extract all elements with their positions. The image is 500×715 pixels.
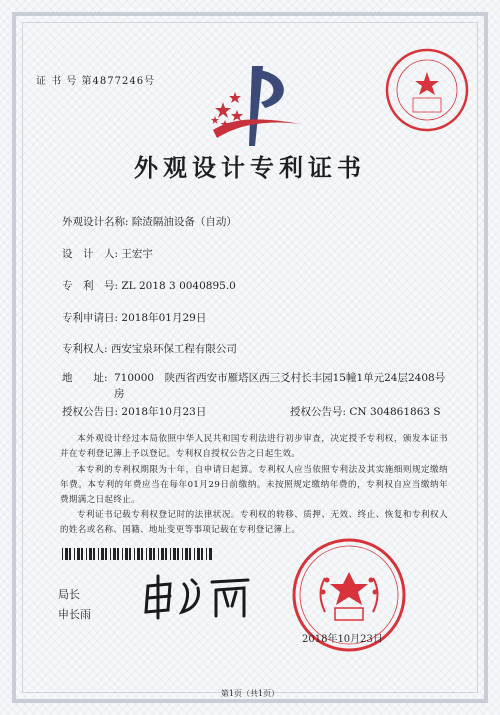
official-name: 申长雨 (58, 608, 91, 621)
design-name-value: 除渣隔油设备（自动） (131, 216, 237, 228)
agency-seal-icon (383, 46, 471, 134)
filing-date-label: 专利申请日: (62, 312, 119, 324)
barcode-icon (62, 548, 212, 560)
official-title: 局长 (58, 588, 80, 601)
body-paragraph-1: 本外观设计经过本局依照中华人民共和国专利法进行初步审查，决定授予专利权，颁发本证书并在专利登记簿上予以登记。专利权自授权公告之日起生效。 (60, 434, 448, 459)
grant-number-label: 授权公告号: (290, 406, 347, 418)
certificate-title: 外观设计专利证书 (134, 153, 366, 182)
filing-date-field (62, 310, 206, 325)
designer-label: 设 计 人: (62, 248, 119, 260)
grant-date-label: 授权公告日: (62, 406, 119, 418)
grant-number-value: CN 304861863 S (349, 406, 441, 418)
sipo-emblem-icon (205, 58, 305, 153)
filing-date-value: 2018年01月29日 (121, 312, 207, 324)
patent-no-value: ZL 2018 3 0040895.0 (121, 280, 236, 292)
body-paragraph-2: 本专利的专利权期限为十年，自申请日起算。专利权人应当依照专利法及其实施细则规定缴纳年费。本专利的年费应当在每年01月29日前缴纳。未按照规定缴纳年费的，专利权自应当缴纳年费期满之日起终止。 (60, 465, 448, 505)
director-signature (140, 572, 260, 622)
address-label: 地 址: (62, 372, 108, 384)
grant-number-field (290, 404, 441, 419)
design-name-label: 外观设计名称: (62, 216, 129, 228)
address-value: 710000 陕西省西安市雁塔区西三爻村长丰园15幢1单元24层2408号房 (114, 372, 446, 400)
patentee-value: 西安宝泉环保工程有限公司 (110, 343, 237, 355)
certificate-number: 证 书 号 第4877246号 (36, 76, 156, 87)
body-paragraph-3: 专利证书记载专利权登记时的法律状况。专利权的转移、质押、无效、终止、恢复和专利权人的姓名或名称、国籍、地址变更等事项记载在专利登记簿上。 (60, 510, 448, 535)
patentee-field (62, 341, 237, 356)
page-footer: 第1页（共1页） (220, 689, 280, 698)
patent-no-field (62, 278, 236, 293)
patent-no-label: 专 利 号: (62, 280, 119, 292)
design-name-field (62, 214, 237, 229)
grant-date-field (62, 404, 206, 419)
designer-field (62, 246, 153, 261)
patentee-label: 专利权人: (62, 343, 108, 355)
grant-date-value: 2018年10月23日 (121, 406, 207, 418)
designer-value: 王宏宇 (121, 248, 153, 260)
issue-date: 2018年10月23日 (302, 634, 383, 645)
